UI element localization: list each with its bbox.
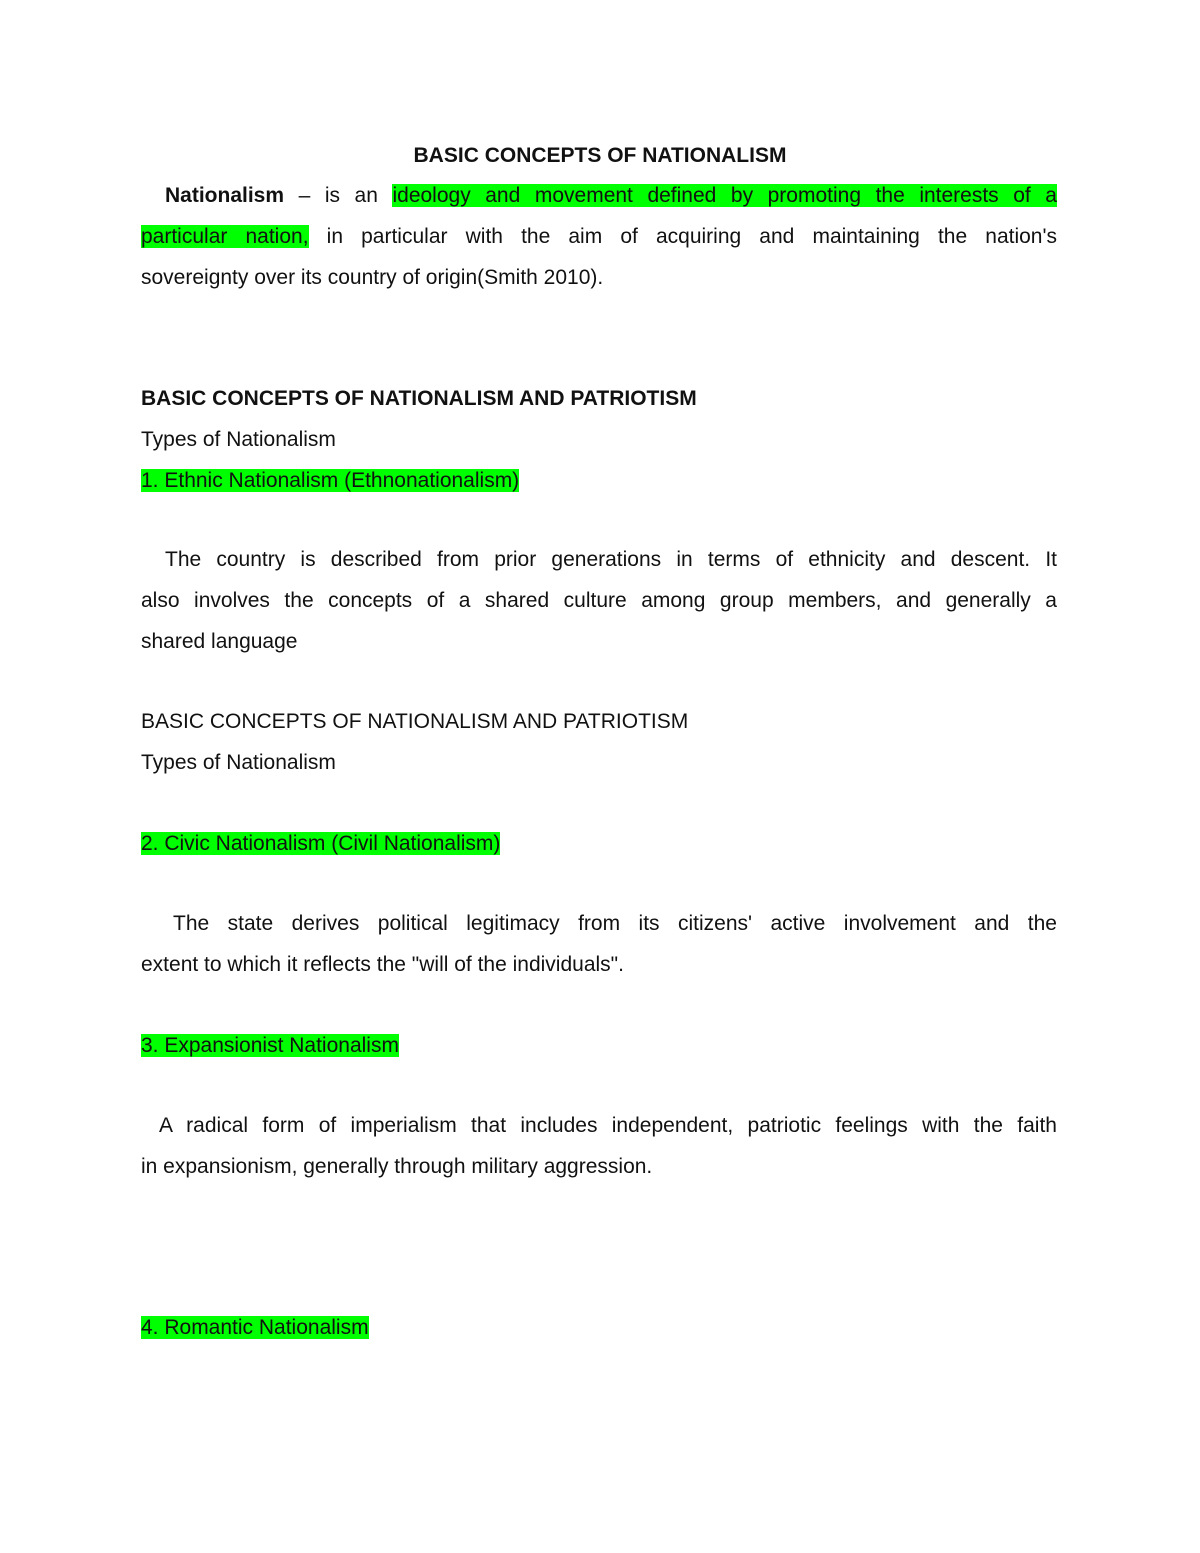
type-3-line-2: in expansionism, generally through military aggression. (141, 1155, 653, 1178)
type-1-line-2: also involves the concepts of a shared culture among group members, and generally a (141, 589, 1057, 612)
type-2-line-1 (141, 911, 1057, 937)
definition-highlight-2: particular nation, (141, 225, 309, 248)
type-2-title-text: 2. Civic Nationalism (Civil Nationalism) (141, 832, 501, 855)
type-3-title (141, 1033, 399, 1059)
definition-line-2 (141, 224, 1057, 250)
definition-rest-2: in particular with the aim of acquiring and maintaining the nation's (308, 225, 1057, 248)
type-3-title-text: 3. Expansionist Nationalism (141, 1034, 399, 1057)
type-1-title-text: 1. Ethnic Nationalism (Ethnonationalism) (141, 469, 520, 492)
type-1-line-3: shared language (141, 630, 298, 653)
type-4-title-text: 4. Romantic Nationalism (141, 1316, 369, 1339)
type-1-title (141, 468, 519, 494)
section-heading-bold: BASIC CONCEPTS OF NATIONALISM AND PATRIOTISM (141, 387, 697, 410)
type-2-line-2: extent to which it reflects the "will of the individuals". (141, 953, 624, 976)
type-2-title (141, 831, 500, 857)
types-label-2: Types of Nationalism (141, 751, 336, 774)
definition-connector: – is an (284, 184, 393, 207)
type-1-line-1-text: The country is described from prior generations in terms of ethnicity and descent. It (165, 548, 1057, 571)
type-1-line-1 (141, 547, 1057, 573)
definition-line-3: sovereignty over its country of origin(Smith 2010). (141, 266, 604, 289)
definition-highlight-1: ideology and movement defined by promoting the interests of a (392, 184, 1057, 207)
type-3-line-1-text: A radical form of imperialism that includes independent, patriotic feelings with the faith (159, 1114, 1057, 1137)
type-4-title (141, 1315, 369, 1341)
type-2-line-1-text: The state derives political legitimacy from its citizens' active involvement and the (173, 912, 1057, 935)
document-title: BASIC CONCEPTS OF NATIONALISM (413, 144, 787, 167)
section-heading-plain: BASIC CONCEPTS OF NATIONALISM AND PATRIOTISM (141, 710, 689, 733)
type-3-line-1 (141, 1113, 1057, 1139)
definition-line-1 (141, 183, 1057, 209)
definition-term: Nationalism (165, 184, 285, 207)
types-label-1: Types of Nationalism (141, 428, 336, 451)
